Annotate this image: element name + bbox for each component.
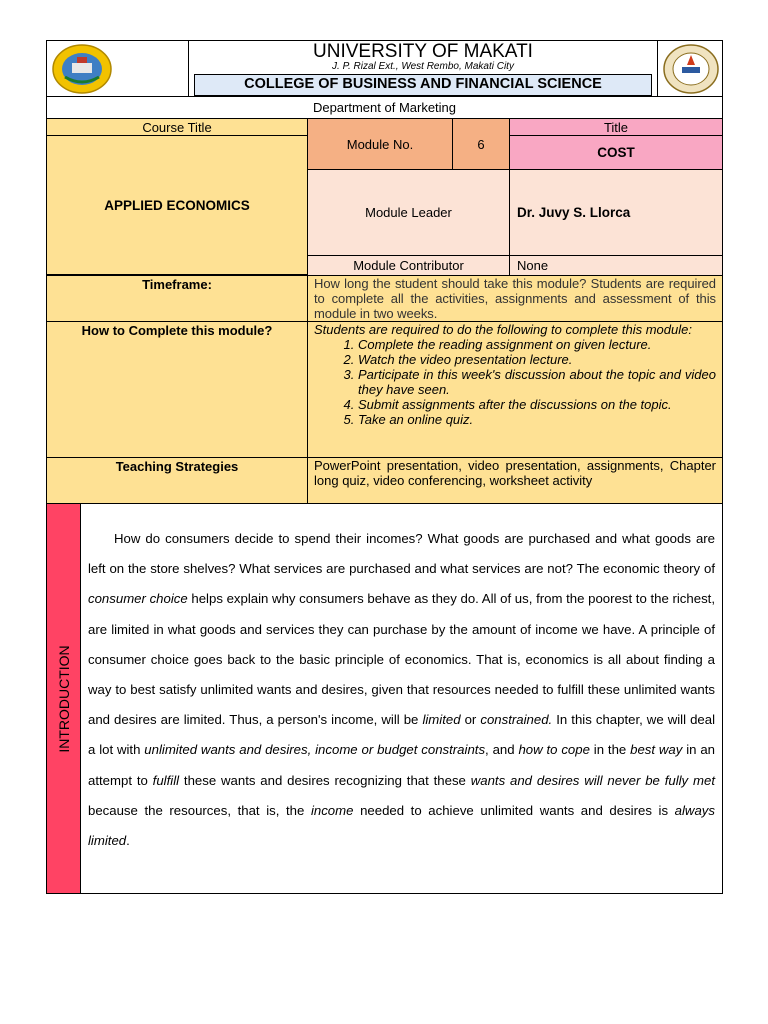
module-contributor-label: Module Contributor — [307, 255, 510, 276]
timeframe-text-cell — [307, 275, 723, 322]
introduction-band — [46, 503, 81, 894]
list-item: 4. Submit assignments after the discussions on the topic. — [358, 397, 716, 412]
timeframe-label-text: Timeframe: — [142, 277, 212, 292]
department-row: Department of Marketing — [46, 96, 723, 119]
list-item: 5. Take an online quiz. — [358, 412, 716, 427]
list-item: 2. Watch the video presentation lecture. — [358, 352, 716, 367]
module-leader-label: Module Leader — [307, 169, 510, 256]
header-title-cell — [188, 40, 658, 97]
how-to-label — [46, 321, 308, 458]
list-item: 3. Participate in this week's discussion about the topic and video they have seen. — [358, 367, 716, 397]
timeframe-text: How long the student should take this module? Students are required to complete all the activities, assignments and assessment of this module in two weeks. — [314, 276, 716, 321]
university-seal-icon — [662, 43, 720, 95]
header-seal-cell — [657, 40, 723, 97]
teaching-text-cell — [307, 457, 723, 504]
introduction-paragraph: How do consumers decide to spend their incomes? What goods are purchased and what goods are left on the store shelves? What services are purchased and what services are not? The economic theory of consumer choice helps explain why consumers behave as they do. All of us, from the poorest to the richest, are limited in what goods and services they can purchase by the amount of income we have. A principle of consumer choice goes back to the basic principle of economics. That is, economics is all about finding a way to best satisfy unlimited wants and desires, given that resources needed to fulfill these unlimited wants and desires are limited. Thus, a person's income, will be limited or constrained. In this chapter, we will deal a lot with unlimited wants and desires, income or budget constraints, and how to cope in the best way in an attempt to fulfill these wants and desires recognizing that these wants and desires will never be fully met because the resources, that is, the income needed to achieve unlimited wants and desires is always limited. — [88, 531, 715, 849]
module-no-value: 6 — [452, 118, 510, 170]
university-logo-icon — [51, 43, 113, 95]
header-logo-cell — [46, 40, 189, 97]
how-to-text-cell — [307, 321, 723, 458]
course-title-label: Course Title — [46, 118, 308, 136]
university-name: UNIVERSITY OF MAKATI — [313, 41, 533, 62]
module-title-value: COST — [509, 135, 723, 170]
teaching-label-text: Teaching Strategies — [115, 459, 239, 474]
college-name: COLLEGE OF BUSINESS AND FINANCIAL SCIENCE — [194, 74, 652, 96]
how-to-steps — [314, 337, 716, 427]
introduction-body-cell — [80, 503, 723, 894]
module-no-label: Module No. — [307, 118, 453, 170]
university-address: J. P. Rizal Ext., West Rembo, Makati City — [332, 61, 514, 72]
teaching-label — [46, 457, 308, 504]
course-title-value: APPLIED ECONOMICS — [46, 135, 308, 275]
how-to-label-text: How to Complete this module? — [81, 323, 273, 338]
list-item: 1. Complete the reading assignment on given lecture. — [358, 337, 716, 352]
how-to-intro: Students are required to do the following to complete this module: — [314, 322, 692, 337]
module-leader-value: Dr. Juvy S. Llorca — [509, 169, 723, 256]
module-contributor-value: None — [509, 255, 723, 276]
module-title-label: Title — [509, 118, 723, 136]
timeframe-label — [46, 275, 308, 322]
teaching-text: PowerPoint presentation, video presentation, assignments, Chapter long quiz, video conferencing, worksheet activity — [314, 458, 716, 488]
introduction-side-label: INTRODUCTION — [55, 644, 72, 753]
